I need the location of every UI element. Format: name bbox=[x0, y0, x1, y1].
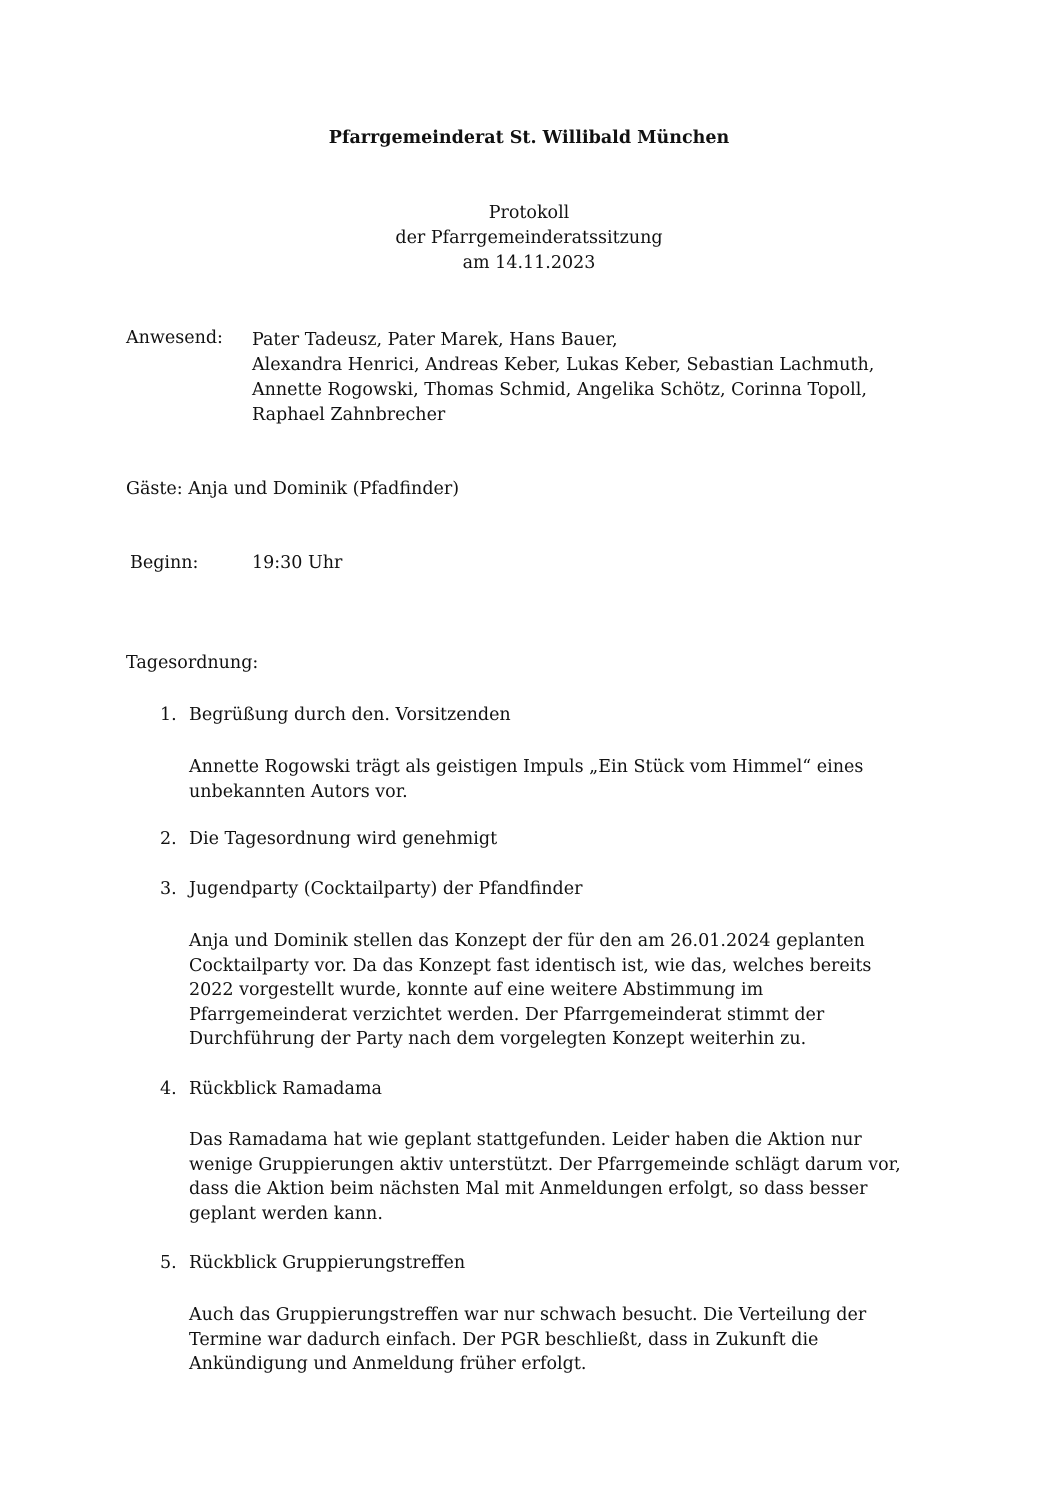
agenda-item-paragraph bbox=[189, 755, 863, 804]
paragraph-line: geplant werden kann. bbox=[189, 1203, 383, 1224]
agenda-item-title: Rückblick Gruppierungstreffen bbox=[189, 1253, 466, 1273]
paragraph-line: Cocktailparty vor. Da das Konzept fast identisch ist, wie das, welches bereits bbox=[189, 955, 872, 976]
paragraph-line: Termine war dadurch einfach. Der PGR beschließt, dass in Zukunft die bbox=[189, 1329, 819, 1350]
attendance-list bbox=[252, 328, 874, 428]
start-value: 19:30 Uhr bbox=[252, 553, 343, 573]
attendance-label: Anwesend: bbox=[126, 328, 223, 348]
agenda-item-number: 4. bbox=[160, 1079, 177, 1099]
start-label: Beginn: bbox=[130, 553, 199, 573]
paragraph-line: wenige Gruppierungen aktiv unterstützt. Der Pfarrgemeinde schlägt darum vor, bbox=[189, 1154, 901, 1175]
attendance-line: Raphael Zahnbrecher bbox=[252, 405, 446, 425]
paragraph-line: Pfarrgemeinderat verzichtet werden. Der Pfarrgemeinderat stimmt der bbox=[189, 1004, 825, 1025]
agenda-item-paragraph bbox=[189, 929, 871, 1052]
guests-line: Gäste: Anja und Dominik (Pfadfinder) bbox=[126, 479, 460, 499]
attendance-line: Annette Rogowski, Thomas Schmid, Angelika Schötz, Corinna Topoll, bbox=[252, 380, 867, 400]
attendance-line: Pater Tadeusz, Pater Marek, Hans Bauer, bbox=[252, 330, 618, 350]
document-title: Pfarrgemeinderat St. Willibald München bbox=[328, 128, 730, 148]
paragraph-line: unbekannten Autors vor. bbox=[189, 781, 408, 802]
agenda-item-number: 5. bbox=[160, 1253, 177, 1273]
agenda-item-title: Jugendparty (Cocktailparty) der Pfandfinder bbox=[189, 879, 583, 899]
subtitle-line-1: Protokoll bbox=[488, 203, 570, 223]
agenda-item-title: Begrüßung durch den. Vorsitzenden bbox=[189, 705, 511, 725]
subtitle-line-2: der Pfarrgemeinderatssitzung bbox=[395, 228, 663, 248]
agenda-item-number: 2. bbox=[160, 829, 177, 849]
paragraph-line: Ankündigung und Anmeldung früher erfolgt. bbox=[189, 1354, 587, 1375]
agenda-item-paragraph bbox=[189, 1303, 866, 1377]
agenda-item-title: Die Tagesordnung wird genehmigt bbox=[189, 829, 498, 849]
agenda-item-number: 1. bbox=[160, 705, 177, 725]
paragraph-line: 2022 vorgestellt wurde, konnte auf eine weitere Abstimmung im bbox=[189, 980, 764, 1001]
paragraph-line: dass die Aktion beim nächsten Mal mit Anmeldungen erfolgt, so dass besser bbox=[189, 1179, 868, 1200]
paragraph-line: Durchführung der Party nach dem vorgelegten Konzept weiterhin zu. bbox=[189, 1029, 807, 1050]
paragraph-line: Annette Rogowski trägt als geistigen Impuls „Ein Stück vom Himmel“ eines bbox=[189, 757, 864, 777]
agenda-item-title: Rückblick Ramadama bbox=[189, 1079, 382, 1099]
paragraph-line: Anja und Dominik stellen das Konzept der für den am 26.01.2024 geplanten bbox=[189, 931, 865, 951]
agenda-item-paragraph bbox=[189, 1128, 901, 1226]
attendance-line: Alexandra Henrici, Andreas Keber, Lukas Keber, Sebastian Lachmuth, bbox=[252, 355, 875, 375]
agenda-item-number: 3. bbox=[160, 879, 177, 899]
paragraph-line: Auch das Gruppierungstreffen war nur schwach besucht. Die Verteilung der bbox=[189, 1305, 867, 1325]
subtitle-line-3: am 14.11.2023 bbox=[462, 253, 596, 273]
paragraph-line: Das Ramadama hat wie geplant stattgefunden. Leider haben die Aktion nur bbox=[189, 1130, 862, 1150]
agenda-heading: Tagesordnung: bbox=[126, 653, 259, 673]
